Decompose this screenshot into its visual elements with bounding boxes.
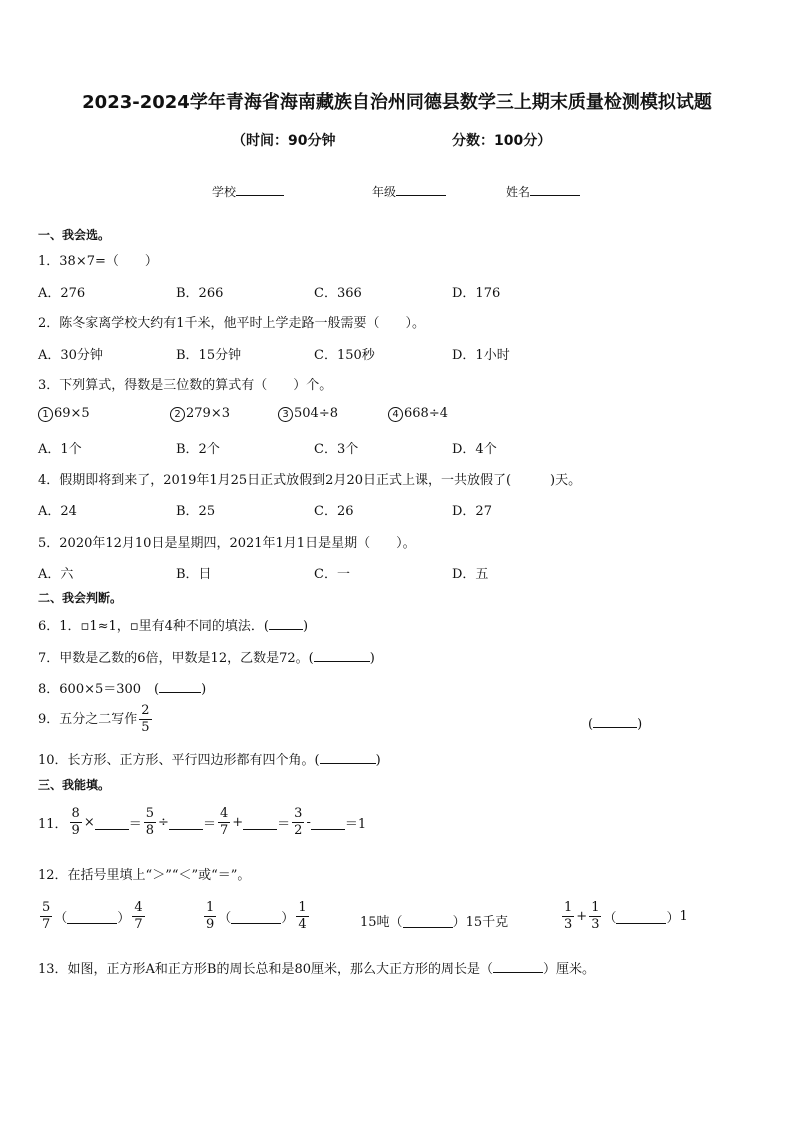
section-heading-judge: 二、我会判断。	[38, 591, 123, 605]
fraction: $\frac{5}{7}$	[42, 900, 51, 932]
q6-answer-blank[interactable]	[269, 616, 303, 630]
question-5: 5．2020年12月10日是星期四，2021年1月1日是星期（ ）。	[38, 536, 416, 551]
circled-number-icon: 2	[170, 407, 185, 422]
fraction: $\frac{8}{9}$	[71, 806, 80, 838]
q1-option-a[interactable]: A．276	[38, 286, 86, 301]
name-field[interactable]	[506, 182, 580, 200]
q3-expression-1	[38, 406, 90, 422]
q5-option-d[interactable]: D．五	[452, 567, 489, 582]
q13-answer-blank[interactable]	[493, 959, 543, 973]
q5-option-a[interactable]: A．六	[38, 567, 74, 582]
section-heading-fill: 三、我能填。	[38, 778, 111, 792]
q9-answer: ( )	[588, 714, 642, 732]
q12-blank-3[interactable]	[403, 914, 453, 928]
question-4: 4．假期即将到来了，2019年1月25日正式放假到2月20日正式上课，一共放假了( )天。	[38, 473, 582, 488]
q8-close: )	[201, 682, 207, 697]
q12-compare-2: $\frac{1}{9}$ （ ） $\frac{1}{4}$	[206, 900, 307, 932]
q3-expr: 668÷4	[404, 406, 448, 421]
q12-blank-4[interactable]	[616, 910, 666, 924]
q5-option-b[interactable]: B．日	[176, 567, 212, 582]
q13-tail: ）厘米。	[543, 962, 596, 977]
q2-option-d[interactable]: D．1小时	[452, 348, 510, 363]
grade-blank[interactable]	[396, 182, 446, 196]
q1-option-c[interactable]: C．366	[314, 286, 362, 301]
q3-expr: 69×5	[54, 406, 90, 421]
q12-compare-3: 15吨 （ ） 15千克	[360, 915, 509, 930]
q7-text: 7．甲数是乙数的6倍，甲数是12，乙数是72。(	[38, 651, 314, 666]
school-label: 学校	[212, 185, 237, 199]
q3-option-d[interactable]: D．4个	[452, 442, 497, 457]
q6-text: 6．1．▫1≈1，▫里有4种不同的填法．(	[38, 619, 269, 634]
q3-expression-2	[170, 406, 230, 422]
q10-answer-blank[interactable]	[320, 750, 376, 764]
question-1: 1．38×7=（ ）	[38, 254, 158, 269]
question-10	[38, 749, 381, 768]
q3-option-a[interactable]: A．1个	[38, 442, 82, 457]
page-title: 2023-2024学年青海省海南藏族自治州同德县数学三上期末质量检测模拟试题	[82, 92, 712, 113]
fraction: $\frac{1}{4}$	[298, 900, 307, 932]
q1-option-d[interactable]: D．176	[452, 286, 501, 301]
q2-option-a[interactable]: A．30分钟	[38, 348, 103, 363]
circled-number-icon: 1	[38, 407, 53, 422]
q9-answer-blank[interactable]	[593, 714, 637, 728]
q12-compare-1: $\frac{5}{7}$ （ ） $\frac{4}{7}$	[42, 900, 143, 932]
name-label: 姓名	[506, 185, 531, 199]
q10-text: 10．长方形、正方形、平行四边形都有四个角。(	[38, 753, 320, 768]
school-blank[interactable]	[236, 182, 284, 196]
q3-option-b[interactable]: B．2个	[176, 442, 220, 457]
q2-option-b[interactable]: B．15分钟	[176, 348, 242, 363]
q4-option-a[interactable]: A．24	[38, 504, 77, 519]
exam-score: 分数：100分）	[452, 133, 552, 149]
q3-expression-3	[278, 406, 338, 422]
fraction: $\frac{1}{3}$	[564, 900, 573, 932]
question-13	[38, 958, 595, 977]
fraction: $\frac{5}{8}$	[145, 806, 155, 838]
grade-label: 年级	[372, 185, 397, 199]
question-7	[38, 647, 375, 666]
q11-blank-3[interactable]	[243, 816, 277, 830]
q4-option-d[interactable]: D．27	[452, 504, 492, 519]
q9-text: 9．五分之二写作	[38, 712, 138, 727]
q5-option-c[interactable]: C．一	[314, 567, 350, 582]
q1-option-b[interactable]: B．266	[176, 286, 224, 301]
fraction: $\frac{1}{9}$	[206, 900, 215, 932]
q8-text: 8．600×5＝300 (	[38, 682, 160, 697]
fraction: $\frac{3}{2}$	[294, 806, 303, 838]
name-blank[interactable]	[530, 182, 580, 196]
fraction: $\frac{1}{3}$	[591, 900, 600, 932]
grade-field[interactable]	[372, 182, 446, 200]
fraction: $\frac{4}{7}$	[134, 900, 143, 932]
circled-number-icon: 3	[278, 407, 293, 422]
q3-option-c[interactable]: C．3个	[314, 442, 359, 457]
question-9	[38, 703, 154, 736]
school-field[interactable]	[212, 182, 284, 200]
q13-text: 13．如图，正方形A和正方形B的周长总和是80厘米，那么大正方形的周长是（	[38, 962, 494, 977]
q4-option-c[interactable]: C．26	[314, 504, 354, 519]
q6-close: )	[302, 619, 309, 634]
q8-answer-blank[interactable]	[159, 679, 201, 693]
q11-blank-1[interactable]	[95, 816, 129, 830]
q2-option-c[interactable]: C．150秒	[314, 348, 375, 363]
q7-answer-blank[interactable]	[314, 648, 370, 662]
q7-close: )	[369, 651, 375, 666]
fraction: $\frac{4}{7}$	[219, 806, 229, 838]
question-12: 12．在括号里填上“＞”“＜”或“＝”。	[38, 868, 251, 883]
question-3: 3．下列算式，得数是三位数的算式有（ ）个。	[38, 378, 333, 393]
q12-compare-4: $\frac{1}{3}$ + $\frac{1}{3}$ （ ） 1	[564, 900, 688, 932]
exam-time: （时间：90分钟	[232, 133, 336, 149]
question-11: 11． $\frac{8}{9}$ × ＝ $\frac{5}{8}$ ÷ ＝ $\frac{4}{7}$ + ＝ $\frac{3}{2}$ - ＝1	[38, 806, 367, 838]
q4-option-b[interactable]: B．25	[176, 504, 216, 519]
q10-close: )	[375, 753, 381, 768]
q3-expr: 279×3	[186, 406, 230, 421]
question-2: 2．陈冬家离学校大约有1千米，他平时上学走路一般需要（ ）。	[38, 316, 426, 331]
fraction: $\frac{2}{5}$	[141, 703, 150, 735]
q12-blank-1[interactable]	[67, 910, 117, 924]
circled-number-icon: 4	[388, 407, 403, 422]
section-heading-choose: 一、我会选。	[38, 228, 111, 242]
q11-blank-2[interactable]	[169, 816, 203, 830]
question-6	[38, 615, 308, 634]
q3-expression-4	[388, 406, 448, 422]
question-8	[38, 678, 206, 697]
q12-blank-2[interactable]	[231, 910, 281, 924]
q11-blank-4[interactable]	[311, 816, 345, 830]
q3-expr: 504÷8	[294, 406, 338, 421]
